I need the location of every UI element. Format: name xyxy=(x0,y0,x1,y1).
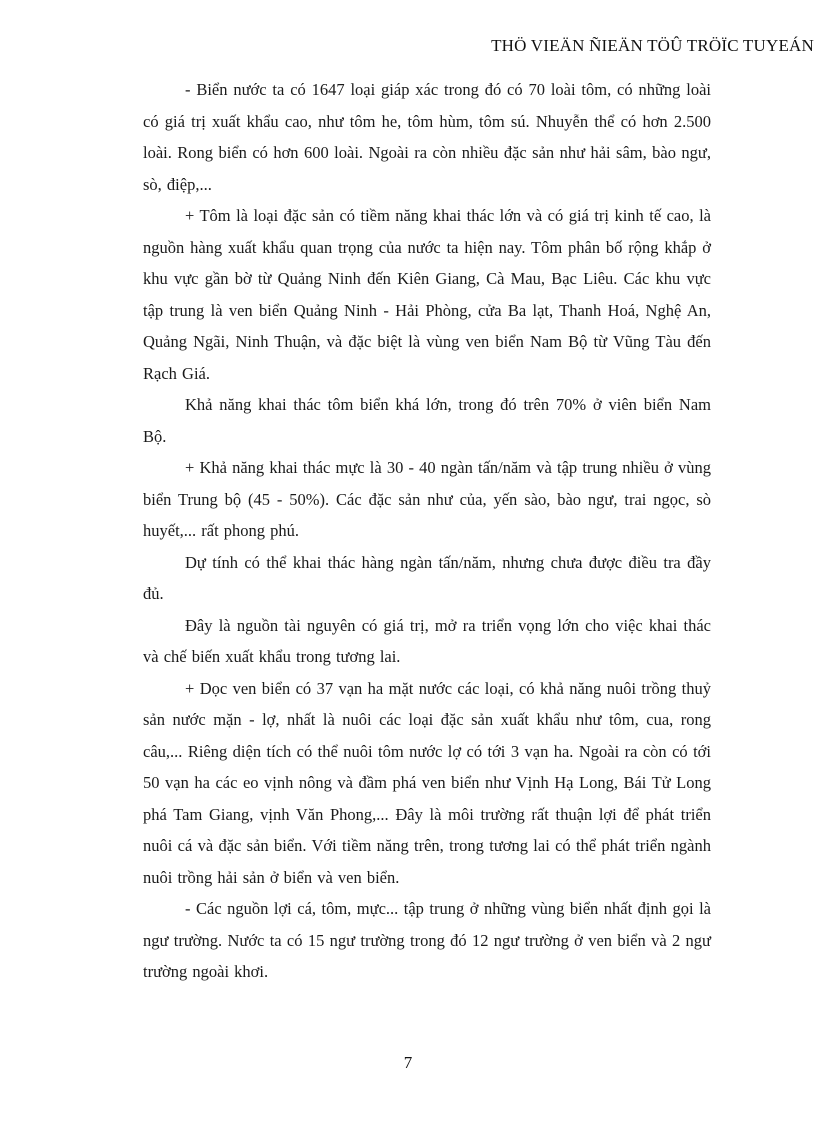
page-header: THÖ VIEÄN ÑIEÄN TÖÛ TRÖÏC TUYEÁN xyxy=(491,36,814,55)
paragraph: Khả năng khai thác tôm biển khá lớn, trong đó trên 70% ở viên biển Nam Bộ. xyxy=(143,395,711,446)
paragraph: + Khả năng khai thác mực là 30 - 40 ngàn tấn/năm và tập trung nhiều ở vùng biển Trung bộ (45 - 50%). Các đặc sản như của, yến sào, bào ngư, trai ngọc, sò huyết,... rất phong phú. xyxy=(143,458,711,540)
paragraph: - Các nguồn lợi cá, tôm, mực... tập trung ở những vùng biển nhất định gọi là ngư trường. Nước ta có 15 ngư trường trong đó 12 ngư trường ở ven biển và 2 ngư trường ngoài khơi. xyxy=(143,899,711,981)
paragraph: Đây là nguồn tài nguyên có giá trị, mở ra triển vọng lớn cho việc khai thác và chế biến xuất khẩu trong tương lai. xyxy=(143,615,711,666)
paragraph: + Tôm là loại đặc sản có tiềm năng khai thác lớn và có giá trị kinh tế cao, là nguồn hàng xuất khẩu quan trọng của nước ta hiện nay. Tôm phân bố rộng khắp ở khu vực gần bờ từ Quảng Ninh đến Kiên Giang, Cà Mau, Bạc Liêu. Các khu vực tập trung là ven biển Quảng Ninh - Hải Phòng, cửa Ba lạt, Thanh Hoá, Nghệ An, Quảng Ngãi, Ninh Thuận, và đặc biệt là vùng ven biển Nam Bộ từ Vũng Tàu đến Rạch Giá. xyxy=(143,206,711,383)
body-text xyxy=(143,74,711,988)
paragraph: + Dọc ven biển có 37 vạn ha mặt nước các loại, có khả năng nuôi trồng thuỷ sản nước mặn - lợ, nhất là nuôi các loại đặc sản xuất khẩu như tôm, cua, rong câu,... Riêng diện tích có thể nuôi tôm nước lợ có tới 3 vạn ha. Ngoài ra còn có tới 50 vạn ha các eo vịnh nông và đầm phá ven biển như Vịnh Hạ Long, Bái Tử Long phá Tam Giang, vịnh Văn Phong,... Đây là môi trường rất thuận lợi để phát triển nuôi cá và đặc sản biển. Với tiềm năng trên, trong tương lai có thể phát triển ngành nuôi trồng hải sản ở biển và ven biển. xyxy=(143,678,711,887)
paragraph: - Biển nước ta có 1647 loại giáp xác trong đó có 70 loài tôm, có những loài có giá trị xuất khẩu cao, như tôm he, tôm hùm, tôm sú. Nhuyễn thể có hơn 2.500 loài. Rong biển có hơn 600 loài. Ngoài ra còn nhiều đặc sản như hải sâm, bào ngư, sò, điệp,... xyxy=(143,80,711,194)
page-number: 7 xyxy=(403,1053,413,1072)
paragraph: Dự tính có thể khai thác hàng ngàn tấn/năm, nhưng chưa được điều tra đầy đủ. xyxy=(143,552,711,603)
